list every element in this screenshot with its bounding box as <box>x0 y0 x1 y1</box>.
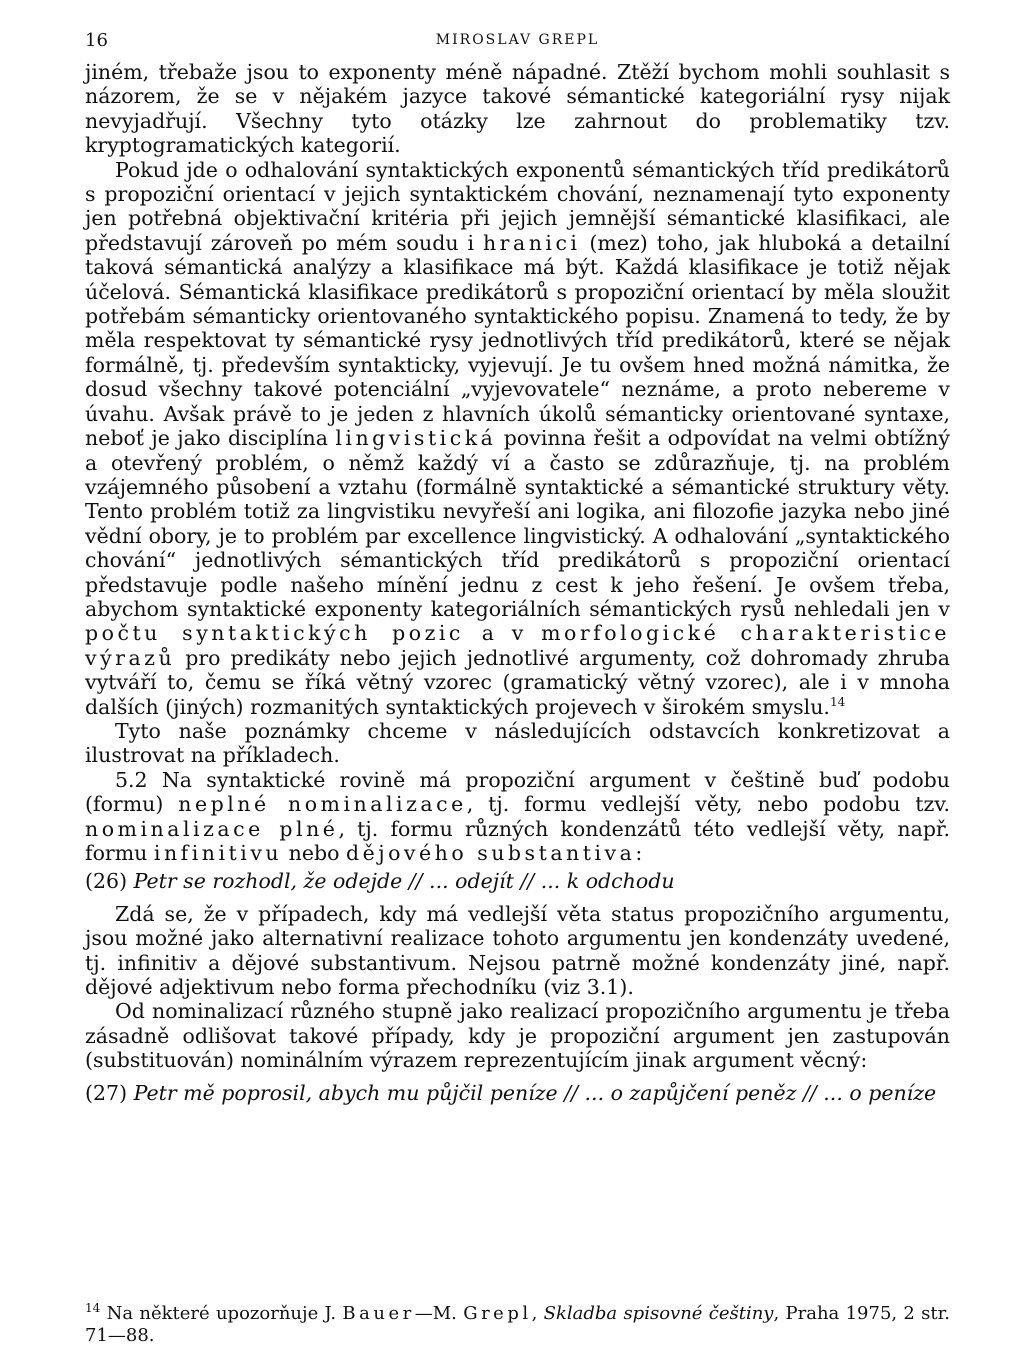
paragraph-5: Zdá se, že v případech, kdy má vedlejší věta status propozičního argumentu, jsou možné jako alternativní realizace tohoto argumentu jen kondenzáty uvedené, tj. infinitiv a dějové substantivum. Nejsou patrně možné kondenzáty jiné, např. dějové adjektivum nebo forma přechodníku (viz 3.1). <box>85 901 950 1000</box>
example-26 <box>85 869 950 893</box>
paragraph-2 <box>85 158 950 719</box>
paragraph-3: Tyto naše poznámky chceme v následujících odstavcích konkretizovat a ilustrovat na příkladech. <box>85 718 950 768</box>
text-run: nebo <box>282 841 346 865</box>
paragraph-4 <box>85 768 950 866</box>
text-run: a v <box>463 621 542 646</box>
text-run: Na některé upozorňuje J. <box>100 1303 343 1324</box>
paragraph-1: jiném, třebaže jsou to exponenty méně nápadné. Ztěží bychom mohli souhlasit s názorem, že se v nějakém jazyce takové sémantické kategoriální rysy nijak nevyjadřují. Všechny tyto otázky lze zahrnout do problematiky tzv. kryptogramatických kategorií. <box>85 60 950 158</box>
text-run: —M. <box>414 1303 464 1324</box>
spaced-term: dějového substantiva <box>345 841 636 865</box>
spaced-term: počtu syntaktických pozic <box>85 621 464 646</box>
text-run: , Praha 1975, 2 str. 71—88. <box>85 1303 950 1346</box>
text-run: pro predikáty nebo jejich jednotlivé argumenty, což dohromady zhruba vytváří to, čemu se říká větný vzorec (gramatický větný vzorec), ale i v mnoha dalších (jiných) rozmanitých syntaktických projevech v širokém smyslu. <box>85 645 950 719</box>
text-run: , <box>531 1303 544 1324</box>
footnote-number: 14 <box>85 1301 101 1315</box>
footnote-ref: 14 <box>829 694 846 709</box>
spaced-term: lingvistická <box>335 426 497 451</box>
author-name: Grepl <box>463 1303 532 1324</box>
book-title: Skladba spisovné češtiny <box>543 1303 774 1324</box>
text-run: povinna řešit a odpovídat na velmi obtížný a otevřený problém, o němž každý ví a často se zdůrazňuje, tj. na problém vzájemného působení a vztahu (formálně syntaktické a sémantické struktury věty. Tento problém totiž za lingvistiku nevyřeší ani logika, ani filozofie jazyka nebo jiné vědní obory, je to problém par excellence lingvistický. A odhalování „syntaktického chování“ jednotlivých sémantických tříd predikátorů s propoziční orientací představuje podle našeho mínění jednu z cest k jeho řešení. Je ovšem třeba, abychom syntaktické exponenty kategoriálních sémantických rysů nehledali jen v <box>85 426 950 621</box>
text-run: 5.2 Na syntaktické rovině má propoziční argument v češtině buď podobu (formu) <box>85 767 950 817</box>
author-name: Bauer <box>342 1303 415 1324</box>
page-number: 16 <box>85 30 108 51</box>
example-27 <box>85 1081 950 1105</box>
page <box>85 30 950 1113</box>
spaced-term: hranici <box>482 230 581 255</box>
spaced-term: infinitivu <box>153 841 283 865</box>
spaced-term: morfologické charakteristice výrazů <box>85 621 951 670</box>
text-run: : <box>635 841 643 865</box>
example-text: Petr mě poprosil, abych mu půjčil peníze // ... o zapůjčení peněz // ... o peníze <box>133 1080 937 1105</box>
example-number: (27) <box>85 1080 128 1105</box>
example-number: (26) <box>85 869 128 894</box>
running-title: MIROSLAV GREPL <box>435 32 600 48</box>
page-header <box>85 30 950 60</box>
spaced-term: nominalizace plné <box>85 816 339 841</box>
text-run: Pokud jde o odhalování syntaktických exponentů sémantických tříd predikátorů s propoziční orientací v jejich syntaktickém chování, neznamenají tyto exponenty jen potřebná objektivační kritéria při jejich jemnější sémantické klasifikaci, ale představují zároveň po mém soudu i <box>85 157 950 255</box>
text-run: , tj. formu vedlejší věty, nebo podobu tzv. <box>466 792 950 817</box>
example-text: Petr se rozhodl, že odejde // ... odejít // ... k odchodu <box>133 869 675 894</box>
text-run: (mez) toho, jak hluboká a detailní taková sémantická analýzy a klasifikace má být. Každá klasifikace je totiž nějak účelová. Sémantická klasifikace predikátorů s propoziční orientací by měla sloužit potřebám sémanticky orientovaného syntaktického popisu. Znamená to tedy, že by měla respektovat ty sémantické rysy jednotlivých tříd predikátorů, které se nějak formálně, tj. především syntakticky, vyjevují. Je tu ovšem hned možná námitka, že dosud všechny takové potenciální „vyjevovatele“ neznáme, a proto nebereme v úvahu. Avšak právě to je jeden z hlavních úkolů sémanticky orientované syntaxe, neboť je jako disciplína <box>85 230 950 451</box>
footnote <box>85 1303 950 1347</box>
paragraph-6: Od nominalizací různého stupně jako realizací propozičního argumentu je třeba zásadně odlišovat takové případy, kdy je propoziční argument jen zastupován (substituován) nominálním výrazem reprezentujícím jinak argument věcný: <box>85 999 950 1073</box>
body-text <box>85 60 950 1105</box>
spaced-term: neplné nominalizace <box>178 792 467 817</box>
text-run: , tj. formu různých kondenzátů této vedlejší věty, např. formu <box>85 816 951 865</box>
